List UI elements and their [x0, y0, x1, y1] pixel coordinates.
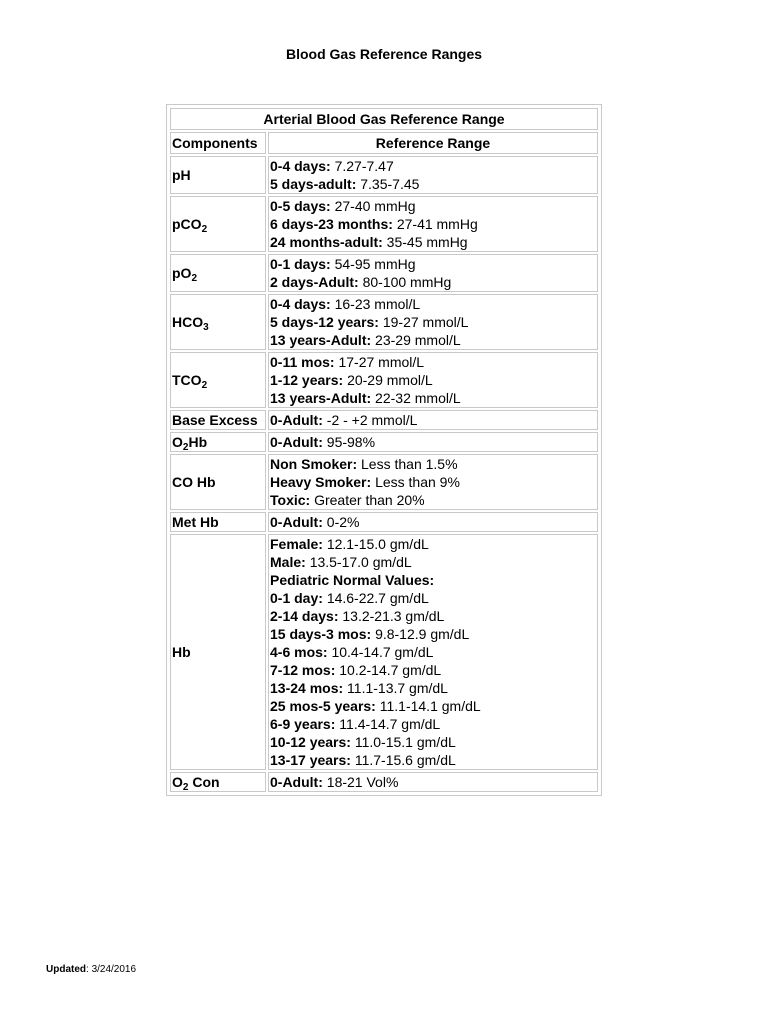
range-value: 35-45 mmHg — [386, 234, 468, 250]
range-label: 15 days-3 mos: — [270, 626, 372, 642]
component-subscript: 2 — [182, 782, 189, 793]
range-label: 25 mos-5 years: — [270, 698, 376, 714]
range-value: 54-95 mmHg — [334, 256, 416, 272]
range-line — [270, 661, 596, 679]
range-label: 0-5 days: — [270, 198, 331, 214]
range-label: Male: — [270, 554, 306, 570]
range-label: 24 months-adult: — [270, 234, 383, 250]
component-label: Hb — [172, 644, 191, 660]
table-row — [170, 772, 598, 792]
header-reference-range: Reference Range — [268, 132, 598, 154]
reference-range — [268, 454, 598, 510]
component-subscript: 2 — [182, 442, 189, 453]
table-row — [170, 352, 598, 408]
range-label: 1-12 years: — [270, 372, 344, 388]
component-name — [170, 534, 266, 770]
component-name — [170, 254, 266, 292]
range-line — [270, 473, 596, 491]
range-line — [270, 589, 596, 607]
range-line — [270, 607, 596, 625]
range-line — [270, 273, 596, 291]
component-name — [170, 352, 266, 408]
range-value: 19-27 mmol/L — [382, 314, 469, 330]
component-subscript: 3 — [203, 322, 209, 333]
reference-range — [268, 294, 598, 350]
range-label: 0-1 days: — [270, 256, 331, 272]
component-label-suffix: Hb — [188, 434, 208, 450]
range-value: 9.8-12.9 gm/dL — [375, 626, 470, 642]
reference-range — [268, 410, 598, 430]
table-row — [170, 512, 598, 532]
range-line — [270, 295, 596, 313]
range-line — [270, 455, 596, 473]
range-label: 13 years-Adult: — [270, 332, 372, 348]
table-row — [170, 294, 598, 350]
range-value: 0-2% — [326, 514, 360, 530]
component-label: CO Hb — [172, 474, 216, 490]
range-value: 80-100 mmHg — [362, 274, 452, 290]
range-value: 20-29 mmol/L — [347, 372, 433, 388]
range-line — [270, 643, 596, 661]
range-line — [270, 175, 596, 193]
range-value: 17-27 mmol/L — [338, 354, 425, 370]
range-value: 13.5-17.0 gm/dL — [309, 554, 412, 570]
range-label: 0-Adult: — [270, 774, 323, 790]
reference-range — [268, 254, 598, 292]
range-line — [270, 679, 596, 697]
updated-footer — [46, 964, 136, 975]
header-components: Components — [170, 132, 266, 154]
range-line — [270, 513, 596, 531]
range-line — [270, 411, 596, 429]
range-label: 0-Adult: — [270, 514, 323, 530]
range-label: 5 days-12 years: — [270, 314, 379, 330]
component-name — [170, 196, 266, 252]
component-label: Base Excess — [172, 412, 258, 428]
range-value: 7.35-7.45 — [360, 176, 420, 192]
footer-label: Updated — [46, 964, 86, 975]
range-label: Non Smoker: — [270, 456, 358, 472]
reference-range — [268, 512, 598, 532]
component-label: HCO — [172, 314, 204, 330]
range-label: 6-9 years: — [270, 716, 336, 732]
range-value: 18-21 Vol% — [326, 774, 399, 790]
range-value: 11.0-15.1 gm/dL — [354, 734, 456, 750]
reference-range — [268, 772, 598, 792]
range-value: 16-23 mmol/L — [334, 296, 421, 312]
component-name — [170, 772, 266, 792]
range-label: 4-6 mos: — [270, 644, 328, 660]
range-line — [270, 233, 596, 251]
range-label: Female: — [270, 536, 323, 552]
range-value: 23-29 mmol/L — [375, 332, 461, 348]
table-row — [170, 156, 598, 194]
range-value: Greater than 20% — [314, 492, 425, 508]
range-label: 7-12 mos: — [270, 662, 336, 678]
range-line — [270, 157, 596, 175]
reference-range — [268, 156, 598, 194]
component-name — [170, 512, 266, 532]
range-value: 10.4-14.7 gm/dL — [331, 644, 434, 660]
range-value: 11.4-14.7 gm/dL — [339, 716, 441, 732]
range-line — [270, 491, 596, 509]
range-line — [270, 625, 596, 643]
reference-range — [268, 534, 598, 770]
component-subscript: 2 — [201, 380, 208, 391]
component-label: O — [172, 434, 183, 450]
range-value: 95-98% — [326, 434, 376, 450]
reference-range — [268, 432, 598, 452]
range-label: 0-11 mos: — [270, 354, 335, 370]
range-label: 6 days-23 months: — [270, 216, 393, 232]
range-line — [270, 553, 596, 571]
component-name — [170, 432, 266, 452]
range-line — [270, 371, 596, 389]
table-row — [170, 410, 598, 430]
range-line — [270, 733, 596, 751]
reference-range — [268, 196, 598, 252]
range-line — [270, 433, 596, 451]
range-line — [270, 697, 596, 715]
range-value: 27-40 mmHg — [334, 198, 416, 214]
range-value: 22-32 mmol/L — [375, 390, 461, 406]
range-line — [270, 535, 596, 553]
range-label: Pediatric Normal Values: — [270, 572, 435, 588]
range-label: 5 days-adult: — [270, 176, 357, 192]
table-row — [170, 534, 598, 770]
range-value: 11.1-14.1 gm/dL — [379, 698, 481, 714]
range-line — [270, 751, 596, 769]
range-line — [270, 197, 596, 215]
range-label: 0-Adult: — [270, 434, 323, 450]
component-name — [170, 156, 266, 194]
component-label: pCO — [172, 216, 202, 232]
component-label: O — [172, 774, 183, 790]
table-header-row — [170, 132, 598, 154]
range-value: 14.6-22.7 gm/dL — [326, 590, 429, 606]
range-label: 0-4 days: — [270, 158, 331, 174]
range-value: -2 - +2 mmol/L — [326, 412, 418, 428]
range-line — [270, 715, 596, 733]
range-label: 0-Adult: — [270, 412, 323, 428]
range-value: Less than 9% — [375, 474, 460, 490]
range-label: 0-1 day: — [270, 590, 323, 606]
range-label: 13-24 mos: — [270, 680, 344, 696]
range-label: 2-14 days: — [270, 608, 339, 624]
range-label: 2 days-Adult: — [270, 274, 359, 290]
range-value: 10.2-14.7 gm/dL — [339, 662, 442, 678]
range-line — [270, 331, 596, 349]
range-line — [270, 571, 596, 589]
range-value: 7.27-7.47 — [334, 158, 394, 174]
range-label: 10-12 years: — [270, 734, 351, 750]
range-line — [270, 353, 596, 371]
range-value: 11.7-15.6 gm/dL — [354, 752, 456, 768]
footer-separator: : — [86, 964, 89, 975]
component-subscript: 2 — [191, 273, 198, 284]
range-value: 12.1-15.0 gm/dL — [326, 536, 429, 552]
reference-range-table — [166, 104, 602, 796]
range-line — [270, 389, 596, 407]
component-label: pH — [172, 167, 191, 183]
range-label: 13 years-Adult: — [270, 390, 372, 406]
component-subscript: 2 — [201, 224, 208, 235]
range-label: 13-17 years: — [270, 752, 351, 768]
range-value: Less than 1.5% — [361, 456, 458, 472]
table-row — [170, 454, 598, 510]
page-title: Blood Gas Reference Ranges — [285, 46, 483, 62]
component-label: pO — [172, 265, 192, 281]
range-line — [270, 255, 596, 273]
table-caption-row — [170, 108, 598, 130]
component-name — [170, 294, 266, 350]
range-value: 13.2-21.3 gm/dL — [342, 608, 445, 624]
range-label: Toxic: — [270, 492, 311, 508]
range-line — [270, 773, 596, 791]
component-label: Met Hb — [172, 514, 219, 530]
table-row — [170, 196, 598, 252]
footer-date: 3/24/2016 — [91, 964, 137, 975]
range-line — [270, 313, 596, 331]
range-value: 11.1-13.7 gm/dL — [347, 680, 448, 696]
reference-range — [268, 352, 598, 408]
table-row — [170, 254, 598, 292]
component-name — [170, 410, 266, 430]
component-label-suffix: Con — [188, 774, 220, 790]
range-line — [270, 215, 596, 233]
component-label: TCO — [172, 372, 202, 388]
range-label: 0-4 days: — [270, 296, 331, 312]
table-row — [170, 432, 598, 452]
range-label: Heavy Smoker: — [270, 474, 372, 490]
range-value: 27-41 mmHg — [396, 216, 478, 232]
table-caption: Arterial Blood Gas Reference Range — [170, 108, 598, 130]
component-name — [170, 454, 266, 510]
